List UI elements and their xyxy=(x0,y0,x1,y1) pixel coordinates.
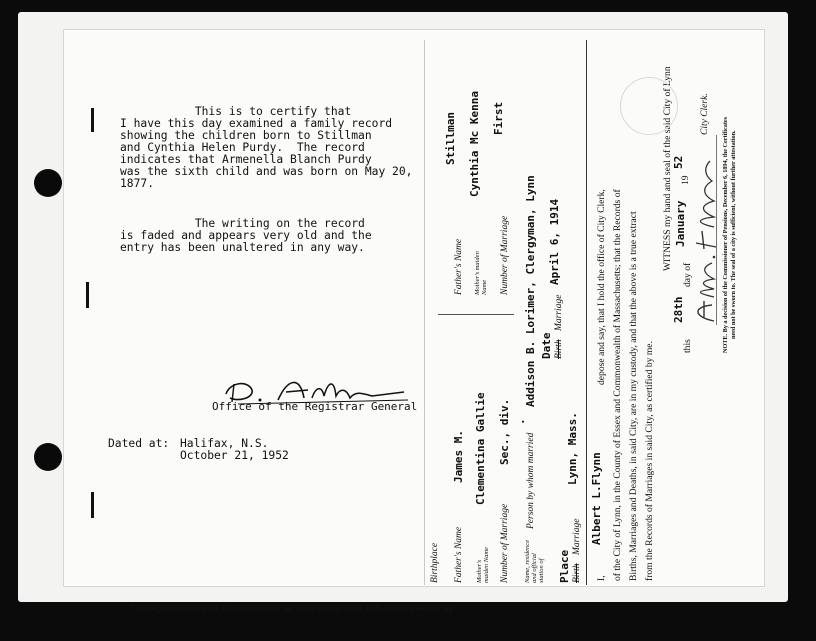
dated-date: October 21, 1952 xyxy=(180,449,289,462)
certification-paragraph-1: This is to certify that I have this day examined a family record showing the children born to Stillman and Cynthia Helen Purdy. The record indicates that Armenella Blanch Purdy was the sixth child and was born on May 20, 1877. xyxy=(120,105,413,190)
faint-city-seal xyxy=(620,77,678,135)
registrar-signature-block xyxy=(208,372,418,420)
witness-text: WITNESS my hand and seal of the said City of Lynn xyxy=(662,66,673,271)
groom-marriage-number-label: Number of Marriage xyxy=(500,503,510,583)
birthplace-label: Birthplace xyxy=(430,542,440,583)
groom-extra-mark: . xyxy=(514,418,527,425)
place-struck-birth: Birth xyxy=(572,563,582,583)
note-line-1: NOTE. By a decision of the Commissioner of Pensions, December 6, 1894, the Certificates xyxy=(722,116,729,353)
punch-hole-top xyxy=(34,169,62,197)
punch-hole-bottom xyxy=(34,443,62,471)
date-marriage-label: Marriage xyxy=(554,294,564,331)
staple-mark xyxy=(86,282,89,308)
place-label: Place xyxy=(558,549,571,583)
bride-marriage-number-label: Number of Marriage xyxy=(500,215,510,295)
clerk-line-1: depose and say, that I hold the office of City Clerk, xyxy=(596,189,607,385)
section-divider xyxy=(586,40,587,585)
officiant-label: Person by whom married xyxy=(526,432,536,529)
month-value: January xyxy=(674,200,687,247)
place-marriage-label: Marriage xyxy=(572,518,582,555)
this-label: this xyxy=(682,339,693,353)
registrar-office: Office of the Registrar General xyxy=(212,400,418,413)
year-prefix: 19 xyxy=(680,175,691,185)
place-value: Lynn, Mass. xyxy=(566,412,579,485)
date-label: Date xyxy=(540,332,553,359)
note-line-2: need not be sworn to. The seal of a city is sufficient, without further attestation. xyxy=(730,130,737,339)
clerk-line-2: of the City of Lynn, in the County of Essex and Commonwealth of Massachusetts; that the Records of xyxy=(612,189,623,581)
bride-father-label: Father's Name xyxy=(454,238,464,295)
signature-line xyxy=(716,135,717,325)
groom-mother-value: Clementina Gallie xyxy=(474,392,487,505)
groom-mother-label: Mother's maiden Name xyxy=(476,547,490,583)
footer-instruction: This Application and Affidavit must be fully completed and accompanied by xyxy=(130,603,454,613)
staple-mark xyxy=(91,492,94,518)
staple-mark xyxy=(91,108,94,132)
certification-paragraph-2: The writing on the record is faded and appears very old and the entry has been unaltered in any way. xyxy=(120,217,372,254)
bride-mother-value: Cynthia Mc Kenna xyxy=(468,91,481,197)
groom-father-label: Father's Name xyxy=(454,526,464,583)
bride-mother-label: Mother's maiden Name xyxy=(474,251,488,295)
day-of-label: day of xyxy=(682,262,693,287)
marriage-record-rotated xyxy=(424,40,737,585)
dated-at-label: Dated at: xyxy=(108,437,170,450)
officiant-value: Addison B. Lorimer, Clergyman, Lynn xyxy=(524,175,537,407)
date-struck-birth: Birth xyxy=(554,339,564,359)
groom-marriage-number-value: Sec., div. xyxy=(498,398,511,465)
date-value: April 6, 1914 xyxy=(548,198,561,285)
marriage-record-section xyxy=(424,40,737,585)
clerk-line-3: Births, Marriages and Deaths, in said City, are in my custody, and that the above is a true extract xyxy=(628,211,639,581)
clerk-line-4: from the Records of Marriages in said City, as certified by me. xyxy=(644,341,655,581)
day-value: 28th xyxy=(672,296,685,323)
bride-father-value: Stillman xyxy=(444,112,457,165)
clerk-name: Albert L.Flynn xyxy=(590,452,603,545)
clerk-i-label: I, xyxy=(596,575,607,581)
column-divider xyxy=(438,314,514,315)
dated-place: Halifax, N.S. xyxy=(180,437,269,450)
clerk-title: City Clerk. xyxy=(700,93,710,135)
groom-father-value: James M. xyxy=(452,430,465,483)
officiant-label-small: Name, residence and official station of xyxy=(524,539,545,583)
year-value: 52 xyxy=(672,155,685,169)
bride-marriage-number-value: First xyxy=(492,101,505,135)
